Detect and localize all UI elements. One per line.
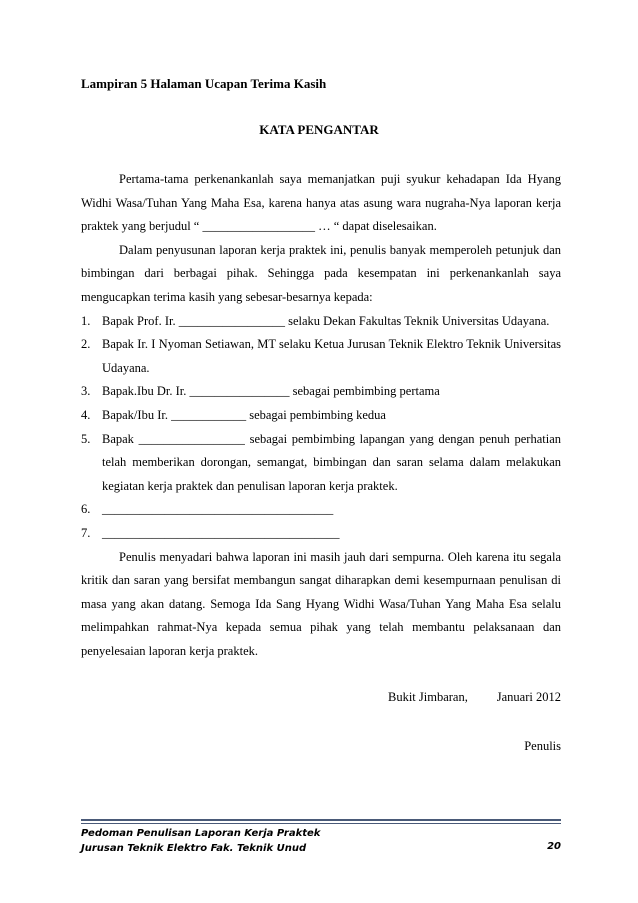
appendix-heading: Lampiran 5 Halaman Ucapan Terima Kasih: [81, 76, 327, 91]
opening-paragraph: Pertama-tama perkenankanlah saya memanjatkan puji syukur kehadapan Ida Hyang Widhi Wasa/Tuhan Yang Maha Esa, karena hanya atas asung wara nugraha-Nya laporan kerja praktek yang berjudul “ __________________ … “ dapat diselesaikan.: [81, 172, 561, 234]
list-text: Bapak Prof. Ir. _________________ selaku Dekan Fakultas Teknik Universitas Udayana.: [102, 313, 550, 328]
list-item: [81, 310, 561, 334]
document-body: [81, 168, 561, 663]
footer-divider-thin: [81, 823, 561, 824]
list-text: Bapak _________________ sebagai pembimbing lapangan yang dengan penuh perhatian telah memberikan dorongan, semangat, bimbingan dan saran selama dalam melakukan kegiatan kerja praktek dan penulisan laporan kerja praktek.: [102, 431, 561, 493]
acknowledgement-paragraph: Dalam penyusunan laporan kerja praktek ini, penulis banyak memperoleh petunjuk dan bimbingan dari berbagai pihak. Sehingga pada kesempatan ini perkenankanlah saya mengucapkan terima kasih yang sebesar-besarnya kepada:: [81, 242, 561, 304]
list-item: [81, 404, 561, 428]
thanks-list: [81, 310, 561, 546]
list-number: 4.: [81, 407, 91, 422]
list-item: [81, 333, 561, 380]
list-item: [81, 498, 561, 522]
list-number: 3.: [81, 384, 91, 399]
list-number: 7.: [81, 525, 91, 540]
footer-divider: [81, 819, 561, 821]
signature-date: Januari 2012: [496, 690, 561, 704]
list-text: Bapak.Ibu Dr. Ir. ________________ sebagai pembimbing pertama: [102, 384, 440, 399]
page-number: 20: [547, 841, 561, 852]
list-text: _____________________________________: [102, 502, 334, 517]
list-text: Bapak Ir. I Nyoman Setiawan, MT selaku Ketua Jurusan Teknik Elektro Teknik Universitas Udayana.: [102, 337, 561, 375]
footer-guide-title: Pedoman Penulisan Laporan Kerja Praktek: [81, 828, 321, 839]
list-item: [81, 522, 561, 546]
footer-department: Jurusan Teknik Elektro Fak. Teknik Unud: [81, 843, 307, 854]
list-number: 5.: [81, 431, 91, 446]
list-number: 2.: [81, 337, 91, 352]
signature-writer: Penulis: [524, 739, 561, 753]
signature-place: Bukit Jimbaran,: [388, 690, 468, 704]
footer-text: [81, 826, 320, 856]
list-text: Bapak/Ibu Ir. ____________ sebagai pembimbing kedua: [102, 407, 386, 422]
list-item: [81, 380, 561, 404]
list-item: [81, 428, 561, 499]
closing-paragraph: Penulis menyadari bahwa laporan ini masih jauh dari sempurna. Oleh karena itu segala kritik dan saran yang bersifat membangun sangat diharapkan demi kesempurnaan penulisan di masa yang akan datang. Semoga Ida Sang Hyang Widhi Wasa/Tuhan Yang Maha Esa selalu melimpahkan rahmat-Nya kepada semua pihak yang telah membantu pelaksanaan dan penyelesaian laporan kerja praktek.: [81, 549, 561, 658]
page-title: KATA PENGANTAR: [259, 122, 379, 137]
list-number: 6.: [81, 502, 91, 517]
list-text: ______________________________________: [102, 525, 340, 540]
list-number: 1.: [81, 313, 91, 328]
